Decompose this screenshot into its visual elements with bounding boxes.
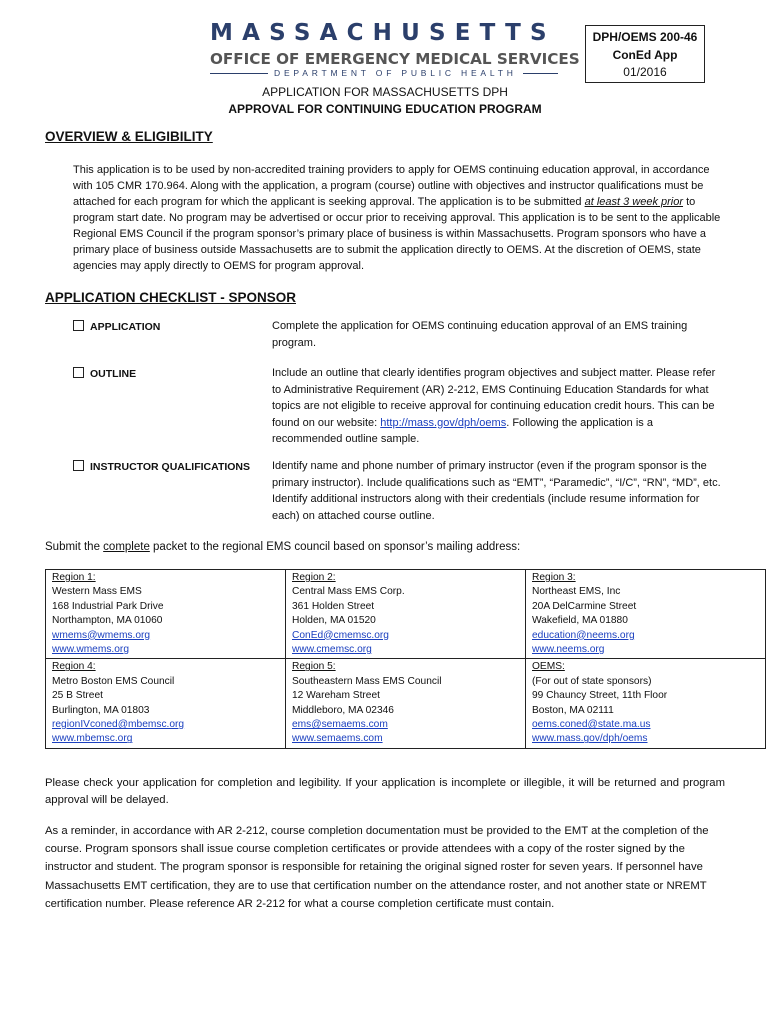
overview-paragraph (73, 162, 725, 274)
region-line: Burlington, MA 01803 (52, 704, 150, 716)
instructor-qualifications-checkbox[interactable] (73, 460, 84, 471)
region-cell (526, 570, 766, 659)
region-web-link[interactable]: www.mass.gov/dph/oems (532, 733, 648, 745)
region-title: Region 4: (52, 661, 96, 673)
region-cell (526, 659, 766, 748)
logo-state-name: MASSACHUSETTS (210, 20, 556, 46)
region-web-link[interactable]: www.neems.org (532, 644, 605, 656)
form-name: ConEd App (612, 47, 678, 62)
region-title: Region 3: (532, 572, 576, 583)
region-email-link[interactable]: ConEd@cmemsc.org (292, 629, 389, 641)
region-line: Central Mass EMS Corp. (292, 586, 405, 598)
overview-emphasis: at least 3 week prior (584, 196, 684, 208)
application-checkbox[interactable] (73, 320, 84, 331)
region-line: Northampton, MA 01060 (52, 615, 163, 627)
document-title-line2: APPROVAL FOR CONTINUING EDUCATION PROGRAM (228, 102, 542, 116)
region-cell (286, 570, 526, 659)
overview-heading: OVERVIEW & ELIGIBILITY (45, 129, 213, 144)
checklist-item-outline[interactable] (73, 367, 136, 381)
region-web-link[interactable]: www.cmemsc.org (292, 644, 372, 656)
region-line: Northeast EMS, Inc (532, 586, 621, 598)
region-line: 99 Chauncy Street, 11th Floor (532, 690, 668, 702)
logo-office-name: OFFICE OF EMERGENCY MEDICAL SERVICES (210, 50, 580, 68)
region-line: Western Mass EMS (52, 586, 142, 598)
region-line: Wakefield, MA 01880 (532, 615, 628, 627)
submit-instruction (45, 539, 725, 555)
region-line: Metro Boston EMS Council (52, 675, 175, 687)
region-email-link[interactable]: regionIVconed@mbemsc.org (52, 719, 185, 731)
outline-checkbox[interactable] (73, 367, 84, 378)
submit-underlined: complete (103, 541, 150, 553)
region-web-link[interactable]: www.wmems.org (52, 644, 129, 656)
region-line: 12 Wareham Street (292, 690, 380, 702)
instructor-qualifications-description: Identify name and phone number of primary instructor (even if the program sponsor is the primary instructor). Include qualifications such as “EMT”, “Paramedic”, “I/C”, “RN”, “MD”, etc. Identify additional instructors along with their credentials (include resume information for each) on attached course outline. (272, 460, 721, 522)
checklist-heading: APPLICATION CHECKLIST - SPONSOR (45, 290, 297, 305)
region-cell (46, 570, 286, 659)
regions-table (45, 569, 766, 749)
region-line: Middleboro, MA 02346 (292, 704, 394, 716)
table-row (46, 570, 766, 659)
region-title: Region 2: (292, 572, 336, 583)
logo-department-name: DEPARTMENT OF PUBLIC HEALTH (268, 68, 523, 79)
region-line: Holden, MA 01520 (292, 615, 376, 627)
form-number: DPH/OEMS 200-46 (592, 30, 698, 44)
region-web-link[interactable]: www.mbemsc.org (52, 733, 133, 745)
region-line: Boston, MA 02111 (532, 704, 614, 716)
instructor-qualifications-label: INSTRUCTOR QUALIFICATIONS (90, 461, 251, 473)
region-email-link[interactable]: oems.coned@state.ma.us (532, 719, 651, 731)
overview-text-before: This application is to be used by non-accredited training providers to apply for OEMS continuing education approval, in accordance with 105 CMR 170.964. Along with the application, a program (course) outline with objectives and instructor qualifications must be attached for each program for which the applicant is seeking approval. The application is to be submitted (73, 164, 710, 208)
form-id-box (585, 25, 705, 83)
outline-desc-after: . Following the application is a recommended outline sample. (272, 416, 653, 445)
course-completion-reminder: As a reminder, in accordance with AR 2-212, course completion documentation must be provided to the EMT at the completion of the course. Program sponsors shall issue course completion certificates or provide attendees with a copy of the roster signed by the instructor and student. The program sponsor is responsible for retaining the original signed roster for seven years. If personnel have Massachusetts EMT certification, they are to use that certification number on the attendance roster, and not another state or NREMT certification number. Please reference AR 2-212 for what a course completion certificate must contain. (45, 825, 709, 910)
completion-legibility-note: Please check your application for completion and legibility. If your application is incomplete or illegible, it will be returned and program approval will be delayed. (45, 777, 725, 806)
region-email-link[interactable]: education@neems.org (532, 629, 635, 641)
application-description: Complete the application for OEMS continuing education approval of an EMS training program. (272, 320, 688, 349)
submit-after: packet to the regional EMS council based on sponsor’s mailing address: (149, 541, 521, 553)
outline-desc-before: Include an outline that clearly identifies program objectives and subject matter. Please refer to Administrative Requirement (AR) 2-212, EMS Continuing Education Standards for what topics are not eligible to receive approval for continuing education credit hours. This can be found on our website: (272, 367, 716, 429)
outline-description (272, 365, 722, 448)
checklist-item-application[interactable] (73, 320, 160, 334)
checklist-item-instructor-qualifications[interactable] (73, 460, 250, 474)
region-email-link[interactable]: ems@semaems.com (292, 719, 388, 731)
oems-website-link[interactable]: http://mass.gov/dph/oems (380, 416, 507, 429)
region-title: Region 5: (292, 661, 336, 673)
region-line: 20A DelCarmine Street (532, 600, 637, 612)
region-line: 25 B Street (52, 690, 103, 702)
document-title-line1: APPLICATION FOR MASSACHUSETTS DPH (262, 85, 508, 99)
region-cell (46, 659, 286, 748)
table-row (46, 659, 766, 748)
region-cell (286, 659, 526, 748)
overview-text-after: to program start date. No program may be advertised or occur prior to receiving approval. This application is to be sent to the applicable Regional EMS Council if the program sponsor’s primary place of business is within Massachusetts. Program sponsors who have a primary place of business outside Massachusetts are to submit the application directly to OEMS. At the discretion of OEMS, state agencies may apply directly to OEMS for program approval. (73, 196, 721, 272)
form-date: 01/2016 (623, 65, 667, 79)
region-title: Region 1: (52, 572, 96, 583)
region-email-link[interactable]: wmems@wmems.org (52, 629, 151, 641)
submit-before: Submit the (45, 541, 104, 553)
region-line: 168 Industrial Park Drive (52, 600, 164, 612)
region-title: OEMS: (532, 661, 565, 673)
outline-label: OUTLINE (90, 368, 137, 380)
application-label: APPLICATION (90, 321, 161, 333)
region-line: (For out of state sponsors) (532, 675, 652, 687)
region-line: 361 Holden Street (292, 600, 375, 612)
region-line: Southeastern Mass EMS Council (292, 675, 442, 687)
region-web-link[interactable]: www.semaems.com (292, 733, 383, 745)
